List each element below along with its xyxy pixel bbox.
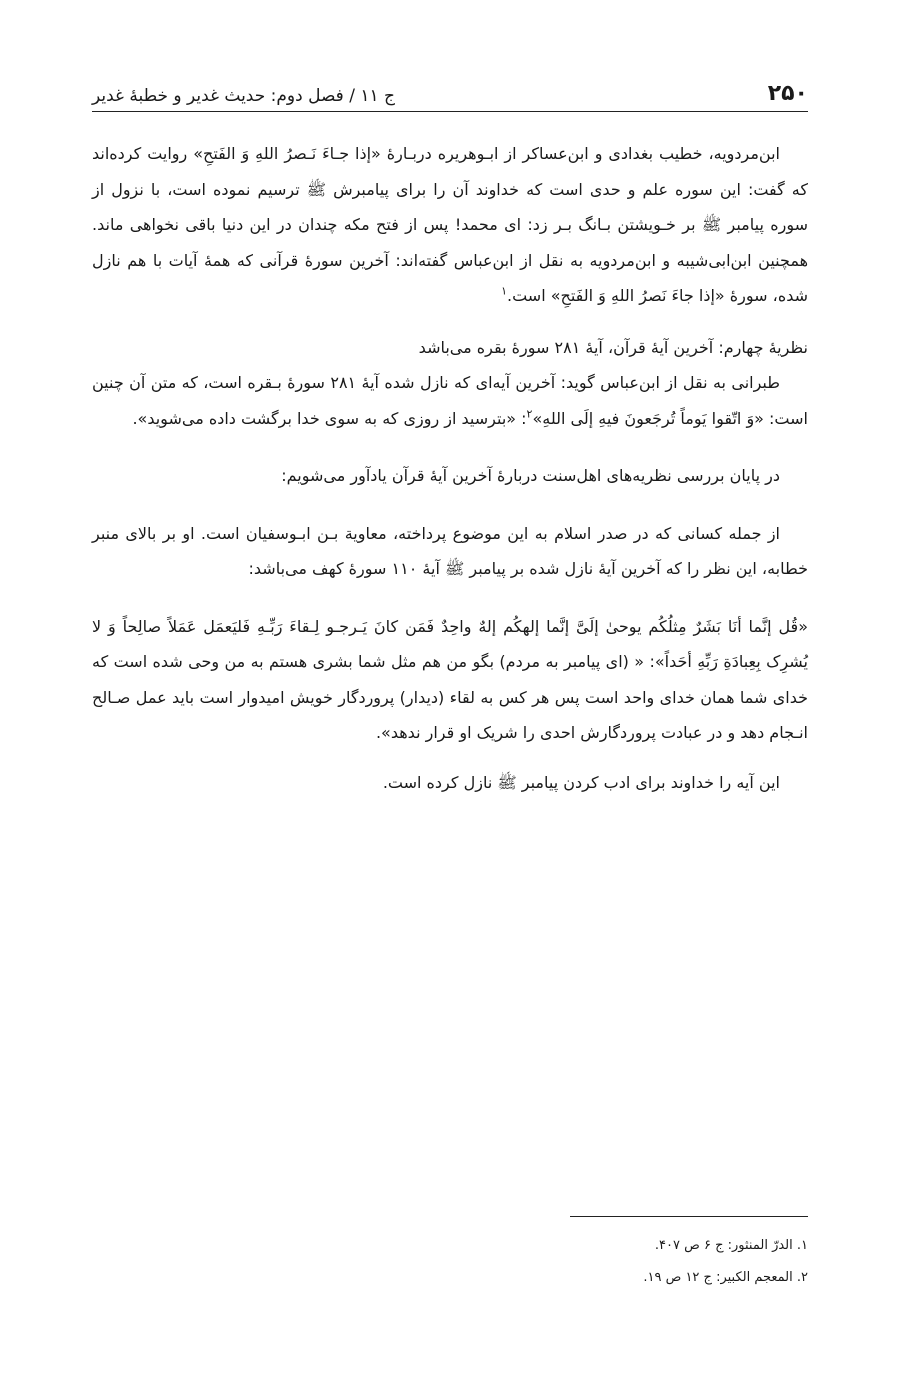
- page-body: [92, 136, 808, 800]
- paragraph-tabarani: [92, 365, 808, 436]
- paragraph-text: طبرانی به نقل از ابن‌عباس گوید: آخرین آیه‌ای که نازل شده آیهٔ ۲۸۱ سورهٔ بـقره است، که متن آن چنین است: «وَ اتّقوا یَوماً تُرجَعونَ فیهِ إلَی اللهِ»: [92, 373, 808, 428]
- page-header: [92, 70, 808, 112]
- paragraph-muawiya: از جمله کسانی که در صدر اسلام به این موضوع پرداخته، معاویة بـن ابـوسفیان است. او بر بالای منبر خطابه، این نظر را که آخرین آیهٔ نازل شده بر پیامبر ﷺ آیهٔ ۱۱۰ سورهٔ کهف می‌باشد:: [92, 523, 808, 578]
- footnote-divider: [570, 1216, 808, 1217]
- footnote-2: ۲. المعجم الکبیر: ج ۱۲ ص ۱۹.: [643, 1270, 808, 1285]
- section-heading-fourth-theory: نظریهٔ چهارم: آخرین آیهٔ قرآن، آیهٔ ۲۸۱ سورهٔ بقره می‌باشد: [418, 337, 808, 357]
- paragraph-text-cont: : «بترسید از روزی که به سوی خدا برگشت داده می‌شوید».: [132, 408, 527, 428]
- footnote-ref-2: ۲: [526, 407, 533, 421]
- footnotes: [92, 1230, 808, 1294]
- quran-quote-kahf-110: «قُل إنَّما أنَا بَشَرٌ مِثلُکُم یوحیٰ إلَیَّ إنَّما إلهکُم إلهٌ واحِدٌ فَمَن کانَ یَـرجـو لِـقاءَ رَبِّـهِ فَلیَعمَل عَمَلاً صالِحاً وَ لا یُشرِک بِعِبادَةِ رَبِّهِ أحَداً»: « (ای پیامبر به مردم) بگو من هم مثل شما بشری هستم به من وحی شده است که خدای شما همان خدای واحد است پس هر کس به لقاء (دیدار) پروردگار خویش امیدوار است باید عمل صـالح انـجام دهد و در عبادت پروردگارش احدی را شریک او قرار ندهد».: [92, 616, 808, 742]
- paragraph-conclusion: این آیه را خداوند برای ادب کردن پیامبر ﷺ نازل کرده است.: [382, 772, 780, 792]
- paragraph-summary: در پایان بررسی نظریه‌های اهل‌سنت دربارهٔ آخرین آیهٔ قرآن یادآور می‌شویم:: [281, 466, 780, 485]
- footnote-ref-1: ۱: [501, 284, 507, 298]
- paragraph-ibn-mardawayh: [92, 136, 808, 314]
- page-number: ۲۵۰: [767, 81, 808, 106]
- footnote-1: ۱. الدرّ المنثور: ج ۶ ص ۴۰۷.: [654, 1238, 808, 1253]
- paragraph-text: ابن‌مردویه، خطیب بغدادی و ابن‌عساکر از ابـوهریره دربـارهٔ «إذا جـاءَ نَـصرُ اللهِ وَ الفَتحِ» روایت کرده‌اند که گفت: این سوره علم و حدی است که خداوند آن را برای پیامبرش ﷺ ترسیم نموده است، با نزول از سوره پیامبر ﷺ بر خـویشتن بـانگ بـر زد: ای محمد! پس از فتح مکه چندان در این دنیا باقی نخواهی ماند. همچنین ابن‌ابی‌شیبه و ابن‌مردویه به نقل از ابن‌عباس گفته‌اند: آخرین سورهٔ قرآنی که همهٔ آیات با هم نازل شده، سورهٔ «إذا جاءَ نَصرُ اللهِ وَ الفَتحِ» است.: [92, 144, 808, 305]
- running-title: ج ۱۱ / فصل دوم: حدیث غدیر و خطبهٔ غدیر: [92, 86, 396, 106]
